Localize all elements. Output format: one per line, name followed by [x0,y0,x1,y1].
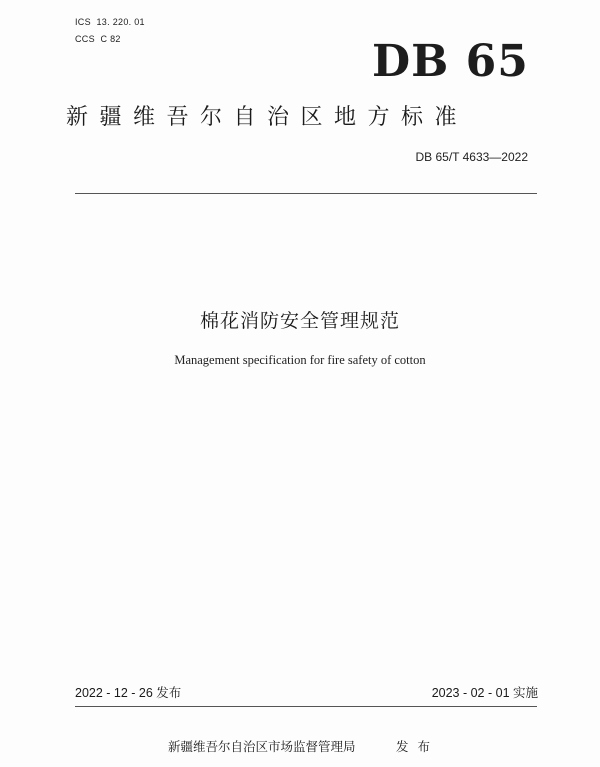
ics-code: ICS 13. 220. 01 [75,17,145,27]
standard-category-title: 新疆维吾尔自治区地方标准 [66,105,469,130]
standard-number: DB 65/T 4633—2022 [415,150,528,164]
top-divider [75,193,537,194]
implementation-date: 2023 - 02 - 01 实施 [431,686,538,700]
db-logo: DB 65 [372,36,529,87]
publisher-action: 发布 [396,739,440,754]
bottom-divider [75,706,537,707]
document-title: 棉花消防安全管理规范 [199,310,400,332]
ccs-code: CCS C 82 [75,34,121,44]
publisher-name: 新疆维吾尔自治区市场监督管理局 [168,739,356,754]
issue-date: 2022 - 12 - 26 发布 [75,686,182,700]
document-title-english: Management specification for fire safety of cotton [174,353,426,367]
classification-codes [75,14,145,48]
